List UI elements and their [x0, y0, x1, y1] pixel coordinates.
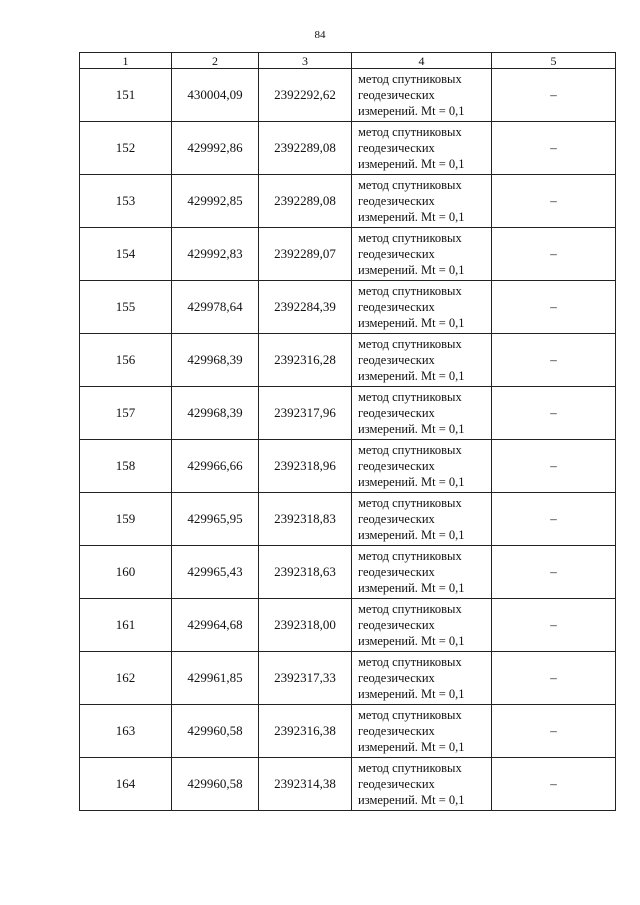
- page-number: 84: [314, 29, 326, 41]
- note-dash: –: [492, 281, 616, 334]
- coordinate-y: 2392317,96: [259, 387, 352, 440]
- note-dash: –: [492, 122, 616, 175]
- note-dash: –: [492, 228, 616, 281]
- method-description: [352, 334, 492, 387]
- method-line: измерений. Mt = 0,1: [358, 581, 465, 595]
- coordinate-x: 429992,85: [172, 175, 259, 228]
- table-row: [80, 705, 616, 758]
- point-number: 163: [80, 705, 172, 758]
- method-line: измерений. Mt = 0,1: [358, 687, 465, 701]
- method-line: геодезических: [358, 406, 435, 420]
- method-description: [352, 652, 492, 705]
- point-number: 153: [80, 175, 172, 228]
- point-number: 162: [80, 652, 172, 705]
- method-description: [352, 69, 492, 122]
- coordinate-x: 429965,43: [172, 546, 259, 599]
- coordinate-x: 429960,58: [172, 758, 259, 811]
- table-row: [80, 599, 616, 652]
- method-line: метод спутниковых: [358, 231, 462, 245]
- method-line: геодезических: [358, 353, 435, 367]
- method-line: метод спутниковых: [358, 443, 462, 457]
- method-line: измерений. Mt = 0,1: [358, 157, 465, 171]
- point-number: 152: [80, 122, 172, 175]
- point-number: 156: [80, 334, 172, 387]
- table-row: [80, 546, 616, 599]
- point-number: 159: [80, 493, 172, 546]
- coordinate-y: 2392314,38: [259, 758, 352, 811]
- note-dash: –: [492, 652, 616, 705]
- table-row: [80, 493, 616, 546]
- note-dash: –: [492, 175, 616, 228]
- method-line: геодезических: [358, 512, 435, 526]
- method-line: метод спутниковых: [358, 602, 462, 616]
- note-dash: –: [492, 705, 616, 758]
- method-description: [352, 440, 492, 493]
- note-dash: –: [492, 440, 616, 493]
- note-dash: –: [492, 546, 616, 599]
- table-body: [80, 69, 616, 811]
- table-row: [80, 228, 616, 281]
- header-col-2: 2: [172, 53, 259, 69]
- table-row: [80, 334, 616, 387]
- method-line: измерений. Mt = 0,1: [358, 210, 465, 224]
- method-line: измерений. Mt = 0,1: [358, 634, 465, 648]
- method-line: метод спутниковых: [358, 72, 462, 86]
- method-description: [352, 281, 492, 334]
- point-number: 151: [80, 69, 172, 122]
- coordinate-y: 2392289,08: [259, 175, 352, 228]
- method-description: [352, 493, 492, 546]
- method-line: геодезических: [358, 724, 435, 738]
- method-line: метод спутниковых: [358, 178, 462, 192]
- method-line: геодезических: [358, 194, 435, 208]
- method-line: метод спутниковых: [358, 496, 462, 510]
- method-line: геодезических: [358, 565, 435, 579]
- coordinate-x: 430004,09: [172, 69, 259, 122]
- header-col-3: 3: [259, 53, 352, 69]
- method-line: геодезических: [358, 88, 435, 102]
- method-line: измерений. Mt = 0,1: [358, 740, 465, 754]
- coordinate-x: 429992,86: [172, 122, 259, 175]
- coordinate-y: 2392318,63: [259, 546, 352, 599]
- table-row: [80, 652, 616, 705]
- method-line: измерений. Mt = 0,1: [358, 263, 465, 277]
- coordinate-y: 2392316,38: [259, 705, 352, 758]
- coordinate-y: 2392318,96: [259, 440, 352, 493]
- point-number: 157: [80, 387, 172, 440]
- method-line: измерений. Mt = 0,1: [358, 475, 465, 489]
- coordinate-y: 2392317,33: [259, 652, 352, 705]
- table-row: [80, 758, 616, 811]
- table-row: [80, 175, 616, 228]
- method-line: измерений. Mt = 0,1: [358, 369, 465, 383]
- coordinate-x: 429968,39: [172, 387, 259, 440]
- method-description: [352, 122, 492, 175]
- coordinate-y: 2392318,83: [259, 493, 352, 546]
- method-line: метод спутниковых: [358, 390, 462, 404]
- method-line: метод спутниковых: [358, 125, 462, 139]
- coordinate-y: 2392289,07: [259, 228, 352, 281]
- point-number: 154: [80, 228, 172, 281]
- header-row: [80, 53, 616, 69]
- coordinate-x: 429961,85: [172, 652, 259, 705]
- note-dash: –: [492, 69, 616, 122]
- table-header: [80, 53, 616, 69]
- coordinate-x: 429966,66: [172, 440, 259, 493]
- coordinate-y: 2392292,62: [259, 69, 352, 122]
- method-line: измерений. Mt = 0,1: [358, 528, 465, 542]
- point-number: 164: [80, 758, 172, 811]
- header-col-4: 4: [352, 53, 492, 69]
- note-dash: –: [492, 387, 616, 440]
- point-number: 158: [80, 440, 172, 493]
- method-line: измерений. Mt = 0,1: [358, 316, 465, 330]
- coordinate-y: 2392289,08: [259, 122, 352, 175]
- method-line: метод спутниковых: [358, 761, 462, 775]
- point-number: 161: [80, 599, 172, 652]
- coordinate-x: 429965,95: [172, 493, 259, 546]
- method-description: [352, 228, 492, 281]
- note-dash: –: [492, 493, 616, 546]
- coordinate-x: 429960,58: [172, 705, 259, 758]
- method-line: метод спутниковых: [358, 655, 462, 669]
- method-description: [352, 546, 492, 599]
- header-col-5: 5: [492, 53, 616, 69]
- method-line: геодезических: [358, 777, 435, 791]
- table-row: [80, 122, 616, 175]
- point-number: 155: [80, 281, 172, 334]
- header-col-1: 1: [80, 53, 172, 69]
- coordinate-y: 2392284,39: [259, 281, 352, 334]
- method-description: [352, 705, 492, 758]
- note-dash: –: [492, 599, 616, 652]
- coordinate-x: 429968,39: [172, 334, 259, 387]
- coordinate-y: 2392316,28: [259, 334, 352, 387]
- coordinate-x: 429978,64: [172, 281, 259, 334]
- coordinate-x: 429964,68: [172, 599, 259, 652]
- table-row: [80, 440, 616, 493]
- point-number: 160: [80, 546, 172, 599]
- coordinate-y: 2392318,00: [259, 599, 352, 652]
- method-line: геодезических: [358, 618, 435, 632]
- method-line: геодезических: [358, 671, 435, 685]
- coordinates-table: [79, 52, 616, 811]
- method-line: измерений. Mt = 0,1: [358, 793, 465, 807]
- method-line: метод спутниковых: [358, 284, 462, 298]
- method-description: [352, 387, 492, 440]
- note-dash: –: [492, 334, 616, 387]
- table-row: [80, 281, 616, 334]
- method-description: [352, 175, 492, 228]
- method-description: [352, 758, 492, 811]
- table-row: [80, 387, 616, 440]
- method-line: метод спутниковых: [358, 708, 462, 722]
- note-dash: –: [492, 758, 616, 811]
- coordinate-x: 429992,83: [172, 228, 259, 281]
- method-line: геодезических: [358, 141, 435, 155]
- method-line: метод спутниковых: [358, 337, 462, 351]
- method-line: измерений. Mt = 0,1: [358, 104, 465, 118]
- method-line: геодезических: [358, 300, 435, 314]
- method-line: измерений. Mt = 0,1: [358, 422, 465, 436]
- method-line: геодезических: [358, 459, 435, 473]
- method-line: метод спутниковых: [358, 549, 462, 563]
- method-description: [352, 599, 492, 652]
- method-line: геодезических: [358, 247, 435, 261]
- table-row: [80, 69, 616, 122]
